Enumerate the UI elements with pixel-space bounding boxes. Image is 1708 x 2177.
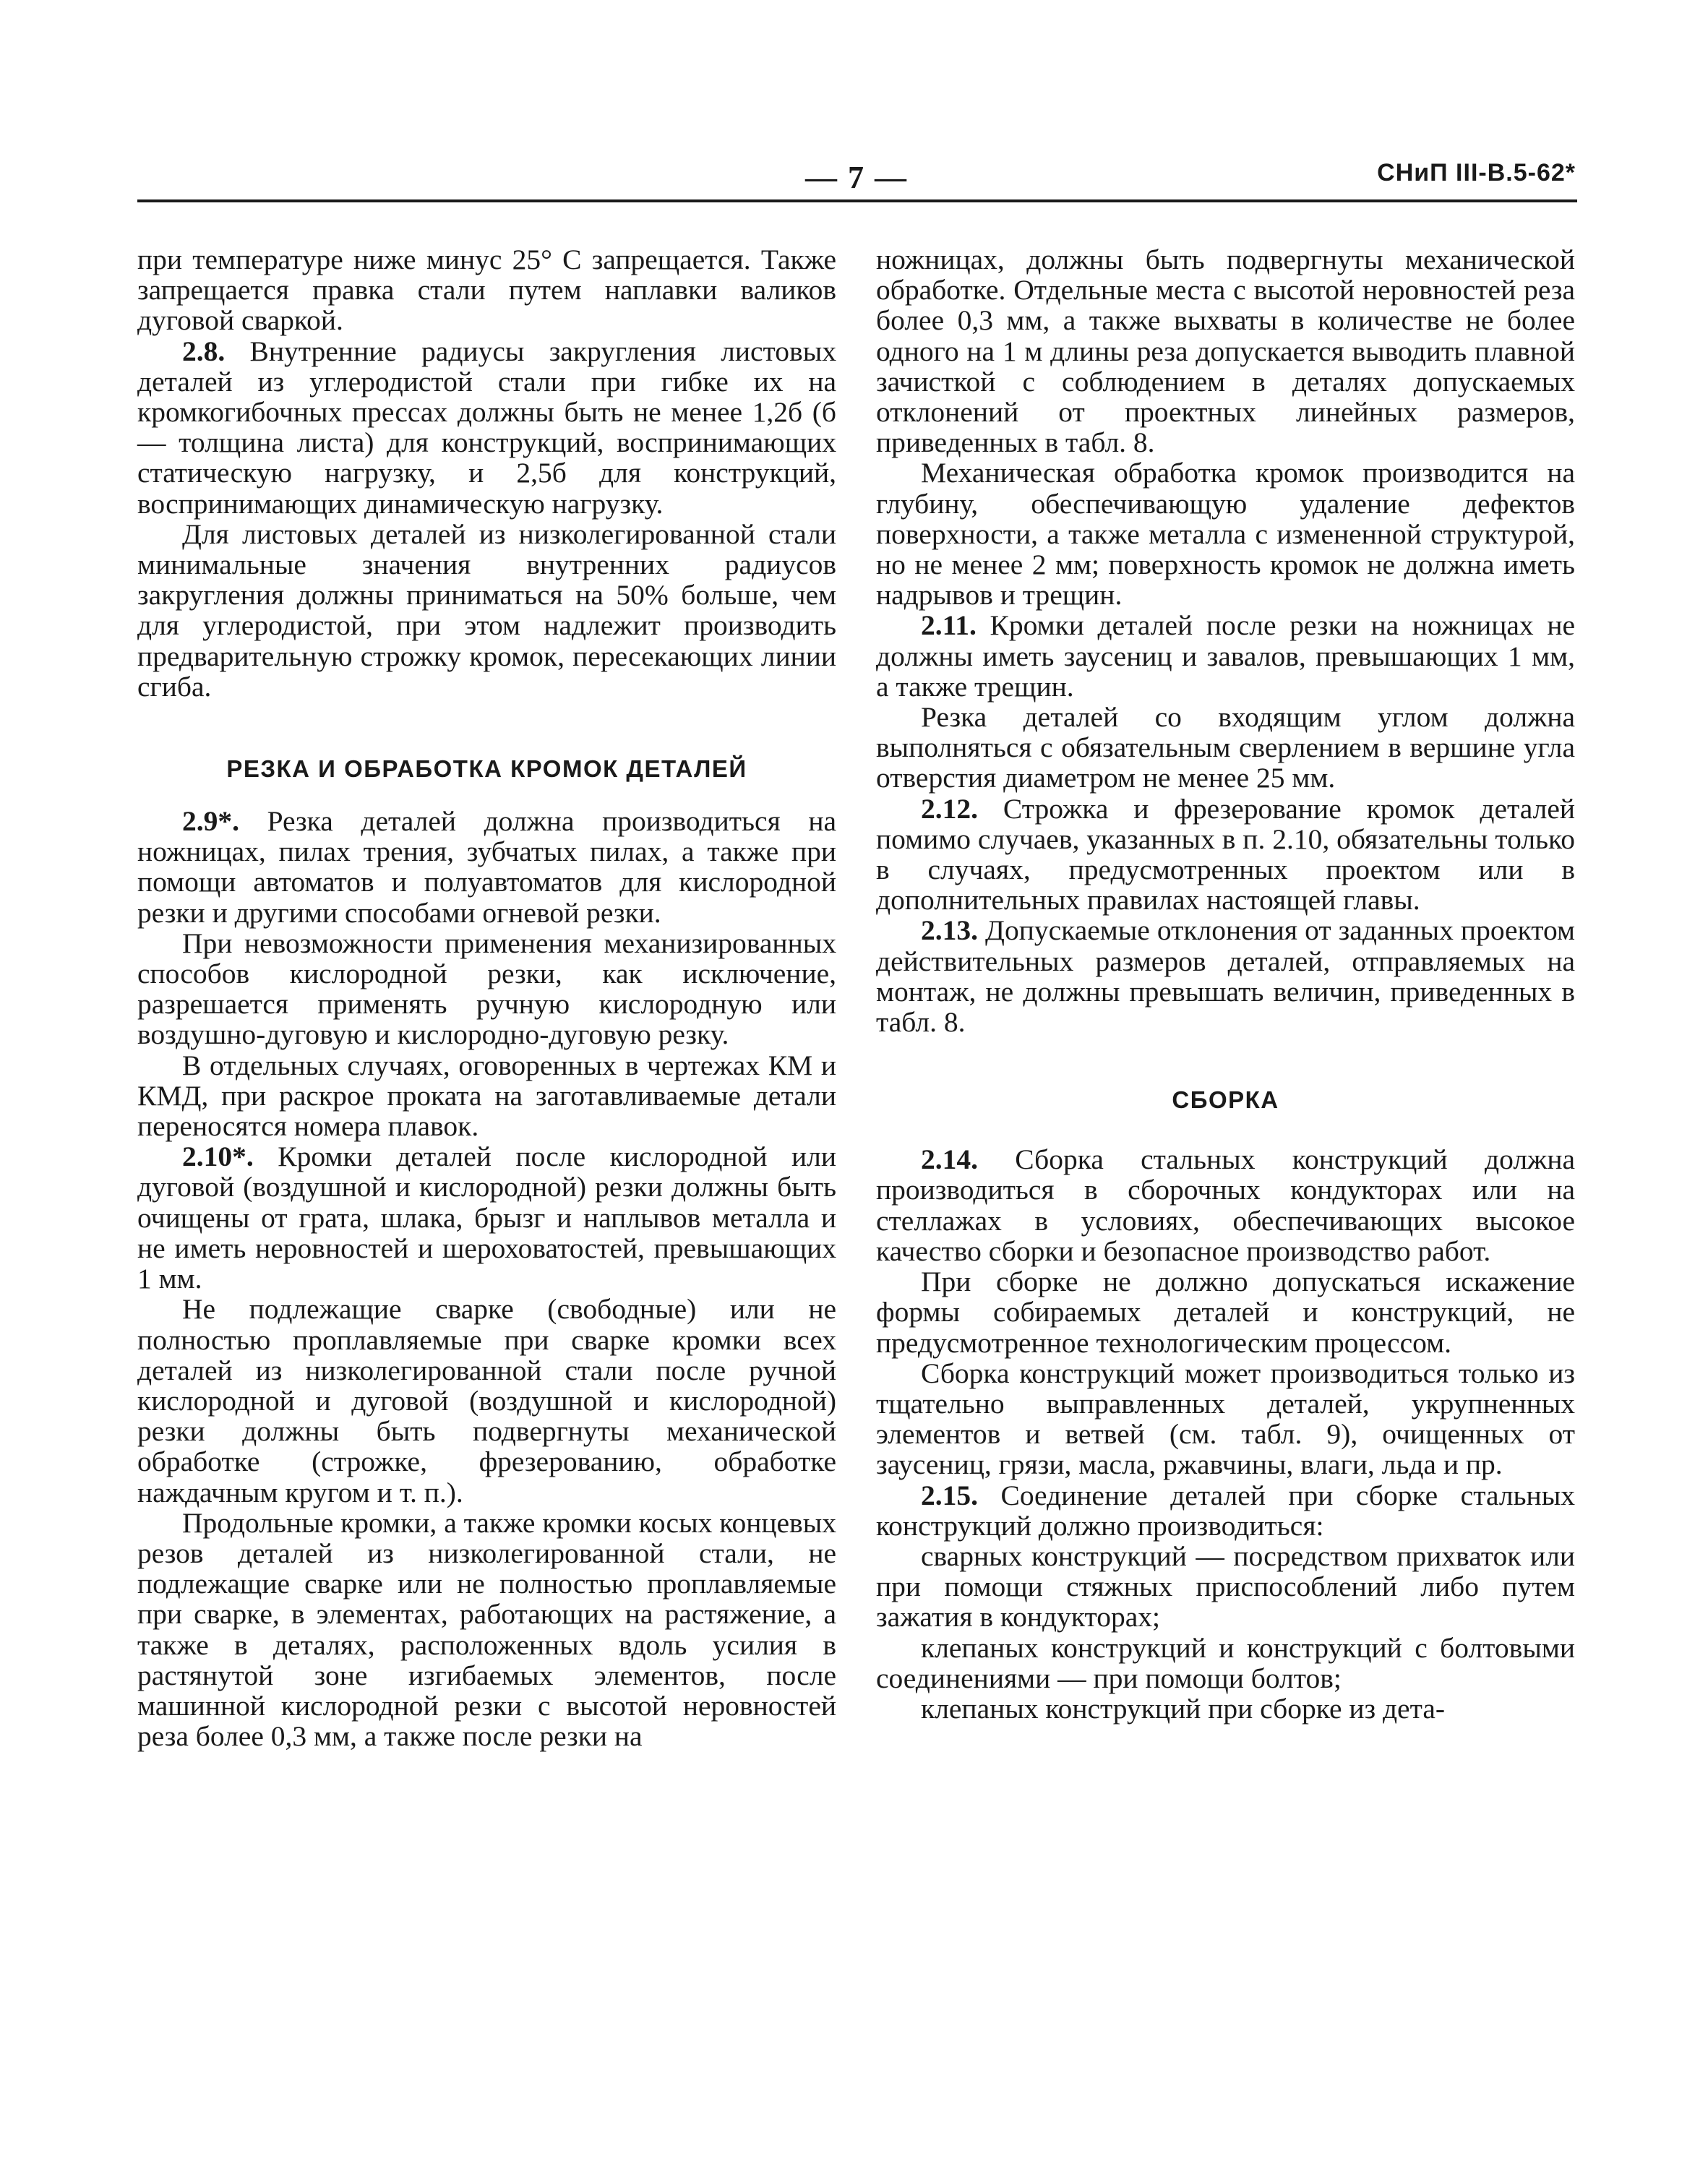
clause-text: Кромки деталей после кислородной или дуговой (воздушной и кислородной) резки должны быть очищены от грата, шлака, брызг и наплывов металла и не иметь неровностей и шероховатостей, превышающих 1 мм.: [137, 1141, 836, 1295]
list-item: сварных конструкций — посредством прихваток или при помощи стяжных приспособлений либо путем зажатия в кондукторах;: [876, 1540, 1575, 1633]
page-header: [137, 145, 1576, 195]
clause-2-12: [876, 794, 1575, 916]
clause-2-15: [876, 1480, 1575, 1541]
list-item: клепаных конструкций при сборке из дета-: [921, 1692, 1446, 1725]
clause-2-13: [876, 915, 1575, 1037]
paragraph: В отдельных случаях, оговоренных в чертежах КМ и КМД, при раскрое проката на заготавливаемые детали переносятся номера плавок.: [137, 1049, 836, 1143]
clause-number: 2.8.: [182, 335, 226, 367]
right-column: [876, 244, 1575, 1724]
paragraph: При сборке не должно допускаться искажение формы собираемых деталей и конструкций, не предусмотренное технологическим процессом.: [876, 1266, 1575, 1359]
paragraph: При невозможности применения механизированных способов кислородной резки, как исключение, разрешается применять ручную кислородную или воздушно-дуговую и кислородно-дуговую резку.: [137, 927, 836, 1051]
list-item: клепаных конструкций и конструкций с болтовыми соединениями — при помощи болтов;: [876, 1631, 1575, 1694]
header-divider: [137, 199, 1577, 202]
paragraph: Для листовых деталей из низколегированной стали минимальные значения внутренних радиусов закругления должны приниматься на 50% больше, чем для углеродистой, при этом надлежит производить предварительную строжку кромок, пересекающих линии сгиба.: [137, 518, 836, 703]
section-heading-cutting: РЕЗКА И ОБРАБОТКА КРОМОК ДЕТАЛЕЙ: [226, 755, 747, 783]
document-code: СНиП III-В.5-62*: [1377, 159, 1576, 186]
clause-number: 2.15.: [921, 1479, 978, 1511]
clause-text: Допускаемые отклонения от заданных проектом действительных размеров деталей, отправляемых на монтаж, не должны превышать величин, приведенных в табл. 8.: [876, 914, 1575, 1039]
paragraph: ножницах, должны быть подвергнуты механической обработке. Отдельные места с высотой неровностей реза более 0,3 мм, а также выхваты в количестве не более одного на 1 м длины реза допускается выводить плавной зачисткой с соблюдением в деталях допускаемых отклонений от проектных линейных размеров, приведенных в табл. 8.: [876, 244, 1575, 459]
page-number: — 7 —: [805, 160, 908, 195]
paragraph: Резка деталей со входящим углом должна выполняться с обязательным сверлением в вершине угла отверстия диаметром не менее 25 мм.: [876, 701, 1575, 794]
clause-number: 2.11.: [921, 609, 977, 642]
paragraph: Не подлежащие сварке (свободные) или не полностью проплавляемые при сварке кромки всех деталей из низколегированной стали после ручной кислородной и дуговой (воздушной и кислородной) резки должны быть подвергнуты механической обработке (строжке, фрезерованию, обработке наждачным кругом и т. п.).: [137, 1293, 836, 1508]
clause-number: 2.14.: [921, 1143, 978, 1176]
section-heading-assembly: СБОРКА: [1172, 1086, 1279, 1114]
paragraph: при температуре ниже минус 25° С запрещается. Также запрещается правка стали путем наплавки валиков дуговой сваркой.: [137, 244, 836, 337]
clause-number: 2.13.: [921, 914, 978, 947]
clause-number: 2.9*.: [182, 805, 239, 838]
clause-text: Резка деталей должна производиться на ножницах, пилах трения, зубчатых пилах, а также при помощи автоматов и полуавтоматов для кислородной резки и другими способами огневой резки.: [137, 805, 836, 929]
clause-2-14: [876, 1144, 1575, 1266]
left-column: [137, 244, 836, 1751]
paragraph: Механическая обработка кромок производится на глубину, обеспечивающую удаление дефектов поверхности, а также металла с измененной структурой, но не менее 2 мм; поверхность кромок не должна иметь надрывов и трещин.: [876, 457, 1575, 611]
clause-2-11: [876, 610, 1575, 702]
clause-text: Соединение деталей при сборке стальных конструкций должно производиться:: [876, 1479, 1575, 1542]
clause-2-9: [137, 806, 836, 928]
clause-text: Сборка стальных конструкций должна производиться в сборочных кондукторах или на стеллажах в условиях, обеспечивающих высокое качество сборки и безопасное производство работ.: [876, 1143, 1575, 1267]
clause-2-10: [137, 1141, 836, 1294]
paragraph: Сборка конструкций может производиться только из тщательно выправленных деталей, укрупненных элементов и ветвей (см. табл. 9), очищенных от заусениц, грязи, масла, ржавчины, влаги, льда и пр.: [876, 1357, 1575, 1481]
clause-number: 2.12.: [921, 792, 978, 825]
clause-2-8: [137, 336, 836, 519]
clause-text: Кромки деталей после резки на ножницах не должны иметь заусениц и завалов, превышающих 1 мм, а также трещин.: [876, 609, 1575, 703]
clause-text: Внутренние радиусы закругления листовых деталей из углеродистой стали при гибке их на кромкогибочных прессах должны быть не менее 1,2б (б — толщина листа) для конструкций, воспринимающих статическую нагрузку, и 2,5б для конструкций, воспринимающих динамическую нагрузку.: [137, 335, 836, 520]
clause-text: Строжка и фрезерование кромок деталей помимо случаев, указанных в п. 2.10, обязательны только в случаях, предусмотренных проектом или в дополнительных правилах настоящей главы.: [876, 792, 1575, 916]
clause-number: 2.10*.: [182, 1141, 254, 1173]
paragraph: Продольные кромки, а также кромки косых концевых резов деталей из низколегированной стали, не подлежащие сварке или не полностью проплавляемые при сварке, в элементах, работающих на растяжение, а также в деталях, расположенных вдоль усилия в растянутой зоне изгибаемых элементов, после машинной кислородной резки с высотой неровностей реза более 0,3 мм, а также после резки на: [137, 1506, 836, 1753]
